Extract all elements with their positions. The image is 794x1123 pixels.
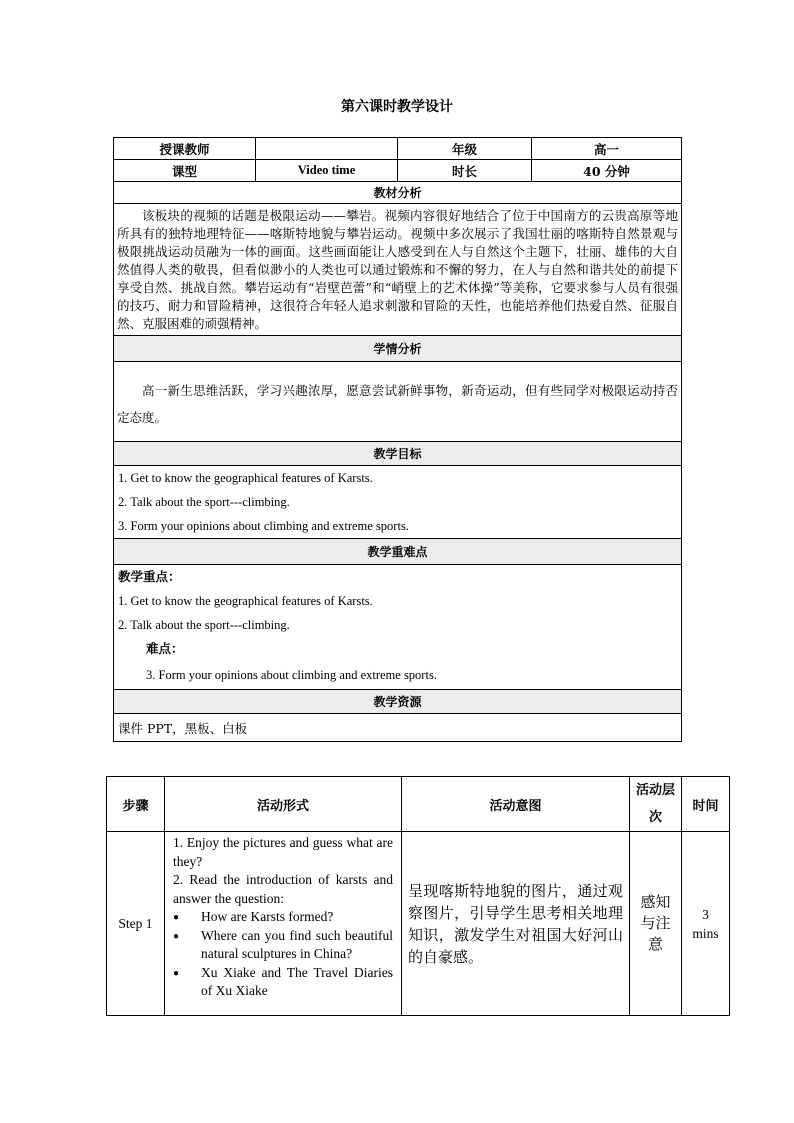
level-cell: 感知与注意 xyxy=(630,832,682,1016)
step-cell: Step 1 xyxy=(107,832,165,1016)
time-cell: 3 mins xyxy=(682,832,730,1016)
list-item: ● Where can you find such beautiful natural sculptures in China? xyxy=(195,927,393,964)
material-analysis-text: 该板块的视频的话题是极限运动——攀岩。视频内容很好地结合了位于中国南方的云贵高原等地所具有的独特地理特征——喀斯特地貌与攀岩运动。视频中多次展示了我国壮丽的喀斯特自然景观与极限挑战运动员融为一体的画面。这些画面能让人感受到在人与自然这个主题下，壮丽、雄伟的大自然值得人类的敬畏，但看似渺小的人类也可以通过锻炼和不懈的努力，在人与自然和谐共处的前提下享受自然、挑战自然。攀岩运动有“岩壁芭蕾”和“峭壁上的艺术体操”等美称，它要求参与人员有很强的技巧、耐力和冒险精神，这很符合年轻人追求刺激和冒险的天性，也能培养他们热爱自然、征服自然、克服困难的顽强精神。 xyxy=(114,204,682,336)
teacher-label: 授课教师 xyxy=(114,138,256,160)
list-item: ● Xu Xiake and The Travel Diaries of Xu Xiake xyxy=(195,964,393,1001)
intent-cell: 呈现喀斯特地貌的图片，通过观察图片，引导学生思考相关地理知识，激发学生对祖国大好河山的自豪感。 xyxy=(402,832,630,1016)
page-title: 第六课时教学设计 xyxy=(341,99,453,115)
duration-label: 时长 xyxy=(398,160,532,182)
teacher-value xyxy=(256,138,398,160)
student-analysis-heading: 学情分析 xyxy=(114,336,682,362)
form-line: 1. Enjoy the pictures and guess what are they? xyxy=(173,835,393,869)
key-point-item: 1. Get to know the geographical features of Karsts. xyxy=(118,594,373,608)
material-analysis-heading: 教材分析 xyxy=(114,182,682,204)
duration-value: 40 分钟 xyxy=(532,160,682,182)
header-intent: 活动意图 xyxy=(402,777,630,832)
objectives-list xyxy=(114,466,682,539)
type-label: 课型 xyxy=(114,160,256,182)
form-cell xyxy=(165,832,402,1016)
key-points-label: 教学重点： xyxy=(118,569,181,584)
lesson-info-table xyxy=(113,137,682,742)
objective-item: 1. Get to know the geographical features of Karsts. xyxy=(118,471,373,485)
form-line: 2. Read the introduction of karsts and answer the question: xyxy=(173,872,393,906)
objectives-heading: 教学目标 xyxy=(114,442,682,466)
activity-table xyxy=(106,776,730,1016)
resources-text: 课件 PPT，黑板、白板 xyxy=(114,714,682,742)
header-level: 活动层次 xyxy=(630,777,682,832)
difficult-item: 3. Form your opinions about climbing and extreme sports. xyxy=(146,668,437,682)
objective-item: 2. Talk about the sport---climbing. xyxy=(118,495,290,509)
header-step: 步骤 xyxy=(107,777,165,832)
table-row xyxy=(107,832,730,1016)
student-analysis-text: 高一新生思维活跃，学习兴趣浓厚，愿意尝试新鲜事物，新奇运动，但有些同学对极限运动持否定态度。 xyxy=(114,362,682,442)
header-form: 活动形式 xyxy=(165,777,402,832)
key-points-heading: 教学重难点 xyxy=(114,539,682,565)
list-item: ● How are Karsts formed? xyxy=(195,908,393,927)
objective-item: 3. Form your opinions about climbing and extreme sports. xyxy=(118,519,409,533)
difficult-label: 难点： xyxy=(146,641,184,656)
grade-value: 高一 xyxy=(532,138,682,160)
type-value: Video time xyxy=(256,160,398,182)
key-points-body xyxy=(114,565,682,690)
header-time: 时间 xyxy=(682,777,730,832)
resources-heading: 教学资源 xyxy=(114,690,682,714)
grade-label: 年级 xyxy=(398,138,532,160)
key-point-item: 2. Talk about the sport---climbing. xyxy=(118,618,290,632)
